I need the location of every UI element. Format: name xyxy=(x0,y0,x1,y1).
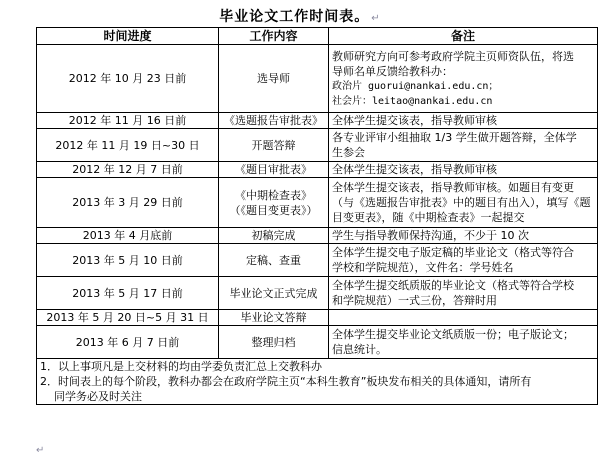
note-cell xyxy=(329,244,598,277)
note-line: 目变更表》，随《中期检查表》一起提交 xyxy=(332,211,525,224)
note-line: 全体学生提交电子版定稿的毕业论文（格式等符合 xyxy=(332,246,574,259)
note-line: 信息统计。 xyxy=(332,343,387,356)
table-row xyxy=(37,244,598,277)
note-line: 教师研究方向可参考政府学院主页师资队伍，将选 xyxy=(332,49,574,63)
date-cell: 2013 年 6 月 7 日前 xyxy=(37,326,219,359)
date-cell: 2013 年 5 月 17 日前 xyxy=(37,277,219,310)
task-cell: 整理归档 xyxy=(219,326,329,359)
schedule-table xyxy=(36,27,598,405)
note-line: （与《选题报告审批表》中的题目有出入），填写《题 xyxy=(332,196,591,209)
header-date: 时间进度 xyxy=(37,28,219,45)
table-row xyxy=(37,113,598,129)
table-row xyxy=(37,277,598,310)
table-row xyxy=(37,326,598,359)
note-line: 全体学生提交该表，指导教师审核 xyxy=(332,114,497,127)
note-line: 导师名单反馈给教科办： xyxy=(332,64,453,78)
table-row xyxy=(37,129,598,162)
note-cell xyxy=(329,129,598,162)
task-cell: 毕业论文答辩 xyxy=(219,310,329,326)
date-cell: 2012 年 10 月 23 日前 xyxy=(37,45,219,113)
task-cell xyxy=(219,178,329,228)
note-line: 和学院规范）一式三份，答辩时用 xyxy=(332,294,497,307)
table-row xyxy=(37,178,598,228)
note-line: 各专业评审小组抽取 1/3 学生做开题答辩，全体学 xyxy=(332,131,577,144)
paragraph-mark-icon: ↵ xyxy=(371,13,381,24)
header-note: 备注 xyxy=(329,28,598,45)
email-politics: 政治片 guorui@nankai.edu.cn； xyxy=(332,80,499,92)
note-cell xyxy=(329,228,598,244)
date-cell: 2012 年 11 月 16 日前 xyxy=(37,113,219,129)
table-row xyxy=(37,45,598,113)
footer-note-1: 1．以上事项凡是上交材料的均由学委负责汇总上交教科办 xyxy=(40,360,322,373)
note-line: 学生与指导教师保持沟通，不少于 10 次 xyxy=(332,229,529,242)
task-line: 《中期检查表》 xyxy=(235,188,312,202)
table-row xyxy=(37,310,598,326)
date-cell: 2012 年 11 月 19 日~30 日 xyxy=(37,129,219,162)
table-row xyxy=(37,162,598,178)
date-cell: 2013 年 5 月 20 日~5 月 31 日 xyxy=(37,310,219,326)
footer-notes xyxy=(37,359,598,405)
task-cell: 毕业论文正式完成 xyxy=(219,277,329,310)
table-header-row xyxy=(37,28,598,45)
note-cell xyxy=(329,113,598,129)
table-row xyxy=(37,228,598,244)
email-sociology: 社会片：leitao@nankai.edu.cn xyxy=(332,95,493,107)
note-line: 全体学生提交该表，指导教师审核 xyxy=(332,163,497,176)
note-line: 全体学生提交该表，指导教师审核。如题目有变更 xyxy=(332,181,574,194)
note-line: 全体学生提交纸质版的毕业论文（格式等符合学校 xyxy=(332,279,574,292)
task-cell: 《选题报告审批表》 xyxy=(219,113,329,129)
note-line: 全体学生提交毕业论文纸质版一份；电子版论文； xyxy=(332,328,574,341)
task-cell: 定稿、查重 xyxy=(219,244,329,277)
note-cell xyxy=(329,45,598,113)
date-cell: 2013 年 3 月 29 日前 xyxy=(37,178,219,228)
task-line: （《题目变更表》） xyxy=(229,203,318,217)
note-cell xyxy=(329,178,598,228)
note-line: 学校和学院规范），文件名：学号姓名 xyxy=(332,261,514,274)
date-cell: 2013 年 4 月底前 xyxy=(37,228,219,244)
date-cell: 2013 年 5 月 10 日前 xyxy=(37,244,219,277)
note-cell xyxy=(329,310,598,326)
task-cell: 《题目审批表》 xyxy=(219,162,329,178)
task-cell: 初稿完成 xyxy=(219,228,329,244)
footer-row xyxy=(37,359,598,405)
date-cell: 2012 年 12 月 7 日前 xyxy=(37,162,219,178)
task-cell: 开题答辩 xyxy=(219,129,329,162)
paragraph-mark-icon: ↵ xyxy=(36,445,45,456)
task-cell: 选导师 xyxy=(219,45,329,113)
page-title: 毕业论文工作时间表。 ↵ xyxy=(219,9,381,25)
footer-note-2-cont: 同学务必及时关注 xyxy=(54,390,142,403)
note-cell xyxy=(329,277,598,310)
note-cell xyxy=(329,162,598,178)
note-line: 生参会 xyxy=(332,146,365,159)
header-task: 工作内容 xyxy=(219,28,329,45)
footer-note-2: 2．时间表上的每个阶段，教科办都会在政府学院主页“本科生教育”板块发布相关的具体通知，请所有 xyxy=(40,375,532,388)
note-cell xyxy=(329,326,598,359)
